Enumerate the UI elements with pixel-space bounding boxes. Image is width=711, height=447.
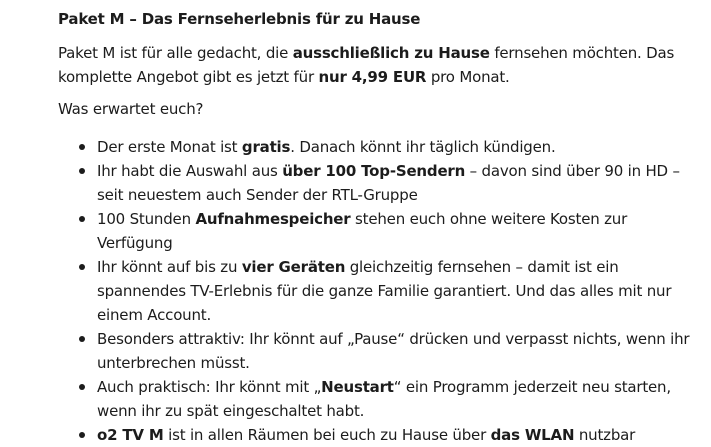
bullet-icon (79, 384, 85, 390)
feature-text: Ihr könnt auf bis zu (97, 258, 242, 276)
feature-text: ist in allen Räumen bei euch zu Hause über (163, 426, 491, 444)
feature-text: “ ein Programm jederzeit neu starten, wenn ihr zu spät eingeschaltet habt. (97, 378, 671, 420)
feature-item (97, 327, 691, 375)
question-text: Was erwartet euch? (58, 100, 204, 118)
intro-text: pro Monat. (426, 68, 510, 86)
intro-text: fernsehen möchten. Das komplette Angebot gibt es jetzt für (58, 44, 675, 86)
feature-bold: Neustart (321, 378, 394, 396)
bullet-icon (79, 264, 85, 270)
feature-text: Der erste Monat ist (97, 138, 242, 156)
feature-bold: gratis (241, 138, 291, 156)
feature-list (58, 135, 691, 447)
feature-item (97, 207, 691, 255)
feature-text: 100 Stunden (97, 210, 196, 228)
feature-bold: o2 TV M (97, 426, 164, 444)
section-heading: Paket M – Das Fernseherlebnis für zu Hause (58, 10, 421, 28)
feature-item (97, 423, 691, 447)
feature-item (97, 375, 691, 423)
bullet-icon (79, 336, 85, 342)
feature-text: stehen euch ohne weitere Kosten zur Verfügung (97, 210, 628, 252)
feature-item (97, 159, 691, 207)
feature-bold: über 100 Top-Sendern (282, 162, 466, 180)
feature-item (97, 135, 691, 159)
feature-item (97, 255, 691, 327)
bullet-icon (79, 432, 85, 438)
feature-text: nutzbar (574, 426, 636, 444)
intro-bold-home: ausschließlich zu Hause (292, 44, 490, 62)
feature-text: – davon sind über 90 in HD – seit neuestem auch Sender der RTL-Gruppe (97, 162, 680, 204)
feature-bold: vier Geräten (241, 258, 346, 276)
bullet-icon (79, 168, 85, 174)
feature-bold: das WLAN (490, 426, 575, 444)
feature-text: . Danach könnt ihr täglich kündigen. (290, 138, 556, 156)
intro-text: Paket M ist für alle gedacht, die (58, 44, 293, 62)
feature-text: Auch praktisch: Ihr könnt mit „ (97, 378, 322, 396)
feature-text: Ihr habt die Auswahl aus (97, 162, 283, 180)
intro-paragraph (58, 41, 691, 89)
bullet-icon (79, 144, 85, 150)
feature-text: gleichzeitig fernsehen – damit ist ein spannendes TV-Erlebnis für die ganze Familie garantiert. Und das alles mit nur einem Account. (97, 258, 672, 324)
bullet-icon (79, 216, 85, 222)
intro-bold-price: nur 4,99 EUR (318, 68, 427, 86)
feature-text: Besonders attraktiv: Ihr könnt auf „Pause“ drücken und verpasst nichts, wenn ihr unterbrechen müsst. (97, 330, 690, 372)
feature-bold: Aufnahmespeicher (195, 210, 351, 228)
